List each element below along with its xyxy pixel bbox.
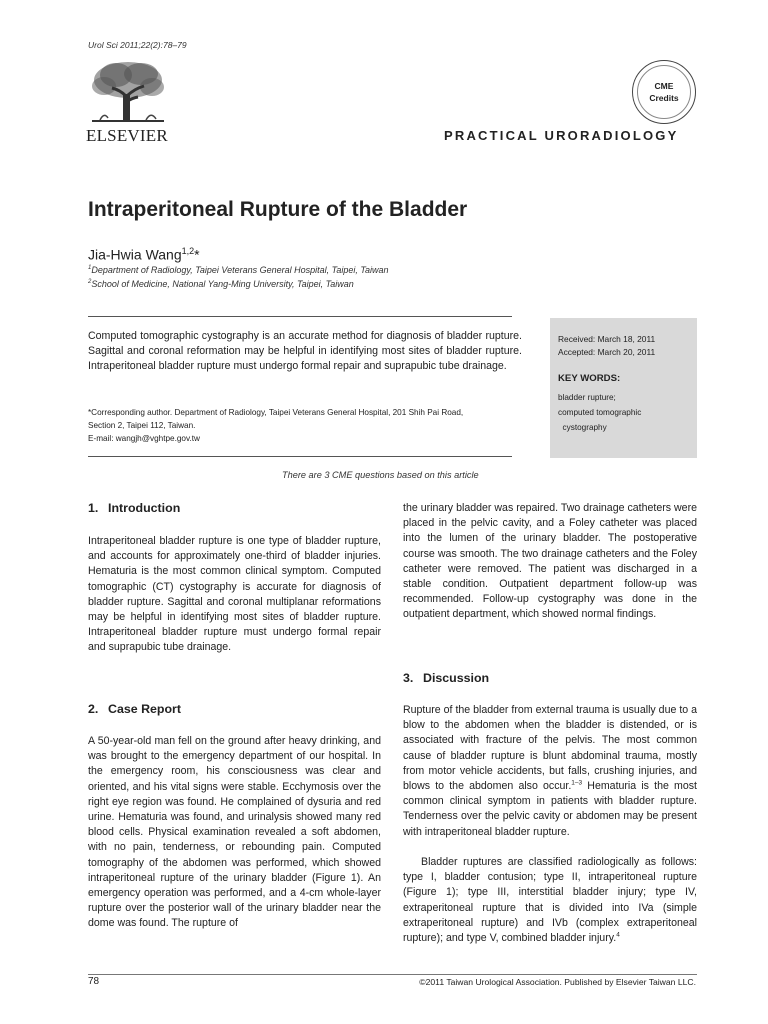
affiliation-2 [88, 279, 354, 289]
citation-ref: 4 [616, 931, 620, 939]
discussion-text: Hematuria is the most common clinical symptom in patients with bladder rupture. Tenderness over the pelvic cavity or abdomen may be present with intraperitoneal bladder rupture. [403, 780, 697, 838]
publisher-name: ELSEVIER [86, 126, 168, 145]
author-line [88, 246, 200, 263]
abstract-text: Computed tomographic cystography is an accurate method for diagnosis of bladder rupture. Sagittal and coronal reformation may be helpful in identifying most sites of bladder rupture. Intraperitoneal bladder rupture must undergo formal repair and suprapubic tube drainage. [88, 330, 522, 373]
accepted-date: Accepted: March 20, 2011 [558, 347, 656, 357]
corresponding-author-note [88, 406, 522, 445]
abstract-top-rule [88, 316, 512, 317]
section-heading: PRACTICAL URORADIOLOGY [444, 128, 679, 143]
cme-credits-badge [632, 60, 696, 124]
cme-questions-note: There are 3 CME questions based on this article [282, 470, 479, 480]
case-report-paragraph: A 50-year-old man fell on the ground after heavy drinking, and was brought to the emergency department of our hospital. In the emergency room, his consciousness was clear and oriented, and his vital signs were stable. Ecchymosis over the right eye region was found. He complained of dysuria and red urine. Hematuria was found, and urinalysis showed many red blood cells. Physical examination revealed a soft abdomen, with no pain, tenderness, or rebounding pain. Computed tomography of the abdomen was performed, which showed intraperitoneal rupture of the urinary bladder (Figure 1). An emergency operation was performed, and a 4-cm whole-layer rupture over the posterior wall of the urinary bladder near the dome was found. The rupture of [88, 735, 381, 930]
section-number: 2. [88, 702, 99, 716]
footer-rule [88, 974, 697, 975]
section-title: Case Report [108, 702, 181, 716]
cme-label: CME [654, 81, 674, 91]
author-name: Jia-Hwia Wang [88, 246, 182, 263]
affiliation-text: School of Medicine, National Yang-Ming University, Taipei, Taiwan [91, 279, 354, 289]
keyword: bladder rupture; [558, 393, 616, 402]
keywords-heading: KEY WORDS: [558, 373, 621, 384]
discussion-text: Rupture of the bladder from external trauma is usually due to a blow to the abdomen when the bladder is distended, or is associated with fracture of the pelvis. The most common cause of bladder rupture is blunt abdominal trauma, mostly from motor vehicle accidents, but falls, crushing injuries, and blows to the abdomen also occur. [403, 704, 697, 793]
discussion-text: Bladder ruptures are classified radiologically as follows: type I, bladder contusion; type II, intraperitoneal rupture (Figure 1); type III, interstitial bladder injury; type IV, extraperitoneal rupture that is divided into IVa (simple extraperitoneal rupture) and IVb (complex extraperitoneal rupture); and type V, combined bladder injury. [403, 856, 697, 945]
affiliation-1 [88, 265, 389, 275]
abstract-bottom-rule [88, 456, 512, 457]
copyright-notice: ©2011 Taiwan Urological Association. Published by Elsevier Taiwan LLC. [419, 977, 696, 987]
section-heading-introduction [88, 501, 180, 515]
article-title: Intraperitoneal Rupture of the Bladder [88, 198, 468, 221]
affiliation-number: 1 [88, 265, 92, 271]
received-date: Received: March 18, 2011 [558, 334, 656, 344]
corr-email: E-mail: wangjh@vghtpe.gov.tw [88, 434, 200, 443]
page-number: 78 [88, 976, 100, 987]
citation-ref: 1–3 [571, 779, 583, 787]
elsevier-tree-logo [86, 58, 170, 124]
case-report-continued-paragraph: the urinary bladder was repaired. Two drainage catheters were placed in the pelvic cavity, and a Foley catheter was placed into the lumen of the urinary bladder. The postoperative course was smooth. The two drainage catheters and the Foley catheter were removed. The patient was discharged in a stable condition. Outpatient department follow-up was recommended. Follow-up cystography was done in the outpatient department, which showed normal findings. [403, 502, 697, 621]
author-affiliation-marks: 1,2 [181, 246, 195, 256]
introduction-paragraph: Intraperitoneal bladder rupture is one type of bladder rupture, and accounts for approximately one-third of bladder injuries. Hematuria is the most common clinical symptom. Computed tomographic (CT) cystography is accurate for diagnosis of bladder rupture. Sagittal and coronal multiplanar reformations may be helpful in identifying most sites of bladder rupture. Intraperitoneal bladder rupture must undergo formal repair and suprapubic tube drainage. [88, 535, 381, 654]
section-number: 1. [88, 501, 99, 515]
section-title: Introduction [108, 501, 181, 515]
article-dates [558, 333, 655, 359]
journal-citation: Urol Sci 2011;22(2):78–79 [88, 40, 187, 50]
corr-line: Section 2, Taipei 112, Taiwan. [88, 421, 196, 430]
keyword: computed tomographic [558, 408, 642, 417]
section-heading-case-report [88, 702, 181, 716]
corresponding-mark: * [194, 246, 200, 263]
affiliation-number: 2 [88, 279, 92, 285]
section-number: 3. [403, 671, 414, 685]
section-heading-discussion [403, 671, 489, 685]
credits-label: Credits [649, 93, 679, 103]
discussion-paragraph-1 [403, 703, 697, 840]
corr-line: *Corresponding author. Department of Radiology, Taipei Veterans General Hospital, 201 Shih Pai Road, [88, 408, 464, 417]
keywords-list [558, 390, 641, 435]
discussion-paragraph-2 [403, 855, 697, 946]
section-title: Discussion [423, 671, 490, 685]
article-info-box [550, 318, 697, 458]
affiliation-text: Department of Radiology, Taipei Veterans General Hospital, Taipei, Taiwan [91, 265, 389, 275]
keyword: cystography [558, 423, 607, 432]
